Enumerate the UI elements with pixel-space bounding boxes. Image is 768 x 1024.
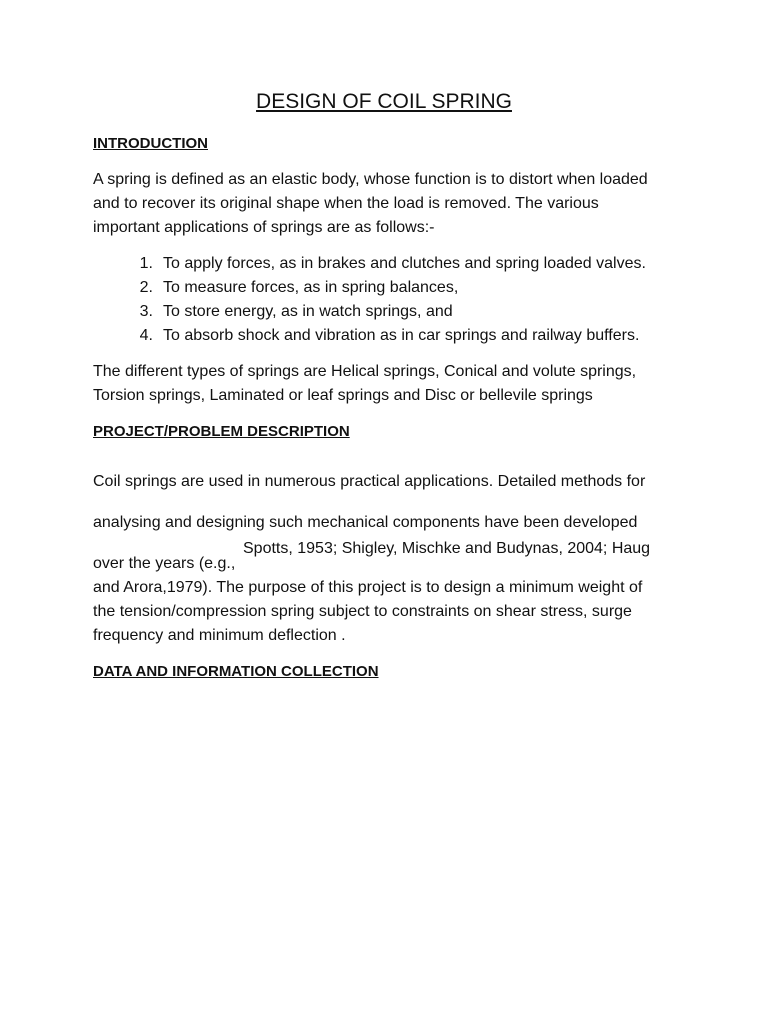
list-item-text: To apply forces, as in brakes and clutches and spring loaded valves. xyxy=(163,255,646,272)
introduction-heading: INTRODUCTION xyxy=(93,135,208,152)
intro-paragraph-line-2: and to recover its original shape when the load is removed. The various xyxy=(93,195,599,212)
list-item-text: To absorb shock and vibration as in car springs and railway buffers. xyxy=(163,327,640,344)
project-line-5: frequency and minimum deflection . xyxy=(93,627,346,644)
project-line-3: and Arora,1979). The purpose of this project is to design a minimum weight of xyxy=(93,579,643,596)
data-collection-heading: DATA AND INFORMATION COLLECTION xyxy=(93,663,379,680)
list-item-text: To measure forces, as in spring balances, xyxy=(163,279,459,296)
list-item-number: 3. xyxy=(139,303,153,320)
list-item-number: 4. xyxy=(139,327,153,344)
project-heading: PROJECT/PROBLEM DESCRIPTION xyxy=(93,423,350,440)
spring-types-line-2: Torsion springs, Laminated or leaf springs and Disc or bellevile springs xyxy=(93,387,593,404)
list-item-number: 2. xyxy=(139,279,153,296)
list-item-number: 1. xyxy=(139,255,153,272)
project-citation-line: Spotts, 1953; Shigley, Mischke and Budynas, 2004; Haug xyxy=(243,540,651,557)
project-line-2: analysing and designing such mechanical components have been developed xyxy=(93,514,638,531)
project-line-over-years: over the years (e.g., xyxy=(93,555,236,572)
spring-types-line-1: The different types of springs are Helical springs, Conical and volute springs, xyxy=(93,363,637,380)
intro-paragraph-line-1: A spring is defined as an elastic body, whose function is to distort when loaded xyxy=(93,171,648,188)
project-line-1: Coil springs are used in numerous practical applications. Detailed methods for xyxy=(93,473,646,490)
project-line-4: the tension/compression spring subject to constraints on shear stress, surge xyxy=(93,603,632,620)
intro-paragraph-line-3: important applications of springs are as follows:- xyxy=(93,219,435,236)
list-item-text: To store energy, as in watch springs, and xyxy=(163,303,453,320)
document-title: DESIGN OF COIL SPRING xyxy=(256,90,512,113)
